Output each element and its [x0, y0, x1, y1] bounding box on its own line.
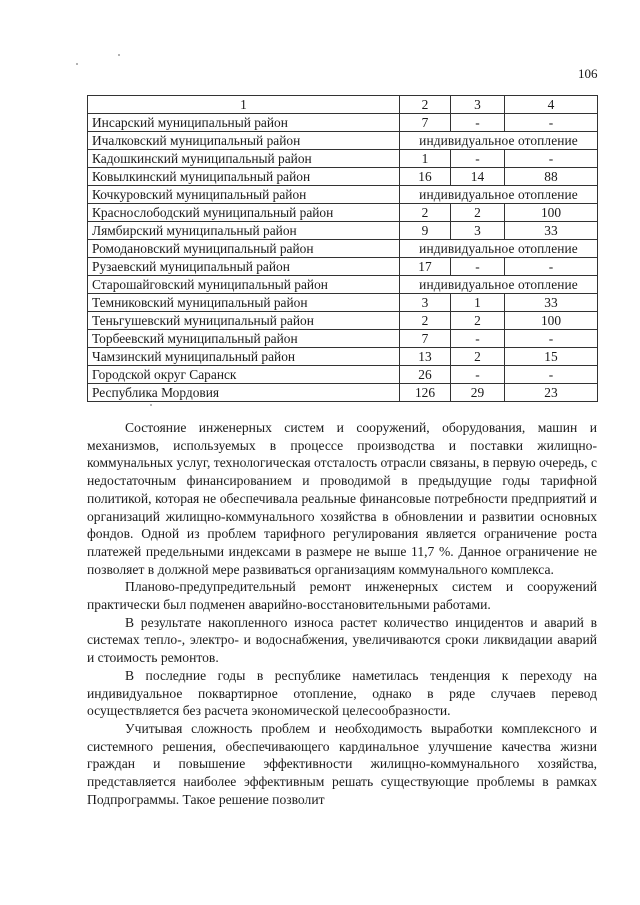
merged-cell: индивидуальное отопление: [400, 240, 598, 258]
merged-cell: индивидуальное отопление: [400, 276, 598, 294]
table-row: [88, 384, 598, 402]
paragraph: В последние годы в республике наметилась тенденция к переходу на индивидуальное поквартирное отопление, однако в ряде случаев перевод осуществляется без расчета экономической целесообразности.: [87, 667, 597, 719]
district-name-cell: Кадошкинский муниципальный район: [88, 150, 400, 168]
table-row: [88, 204, 598, 222]
page-number: 106: [578, 66, 598, 81]
column-header: 3: [451, 96, 505, 114]
paragraph: В результате накопленного износа растет количество инцидентов и аварий в системах тепло-, электро- и водоснабжения, увеличиваются сроки ликвидации аварий и стоимость ремонтов.: [87, 614, 597, 666]
value-cell: 7: [400, 330, 451, 348]
table-row: [88, 312, 598, 330]
value-cell: 29: [451, 384, 505, 402]
value-cell: 33: [505, 222, 598, 240]
district-name-cell: Инсарский муниципальный район: [88, 114, 400, 132]
district-name-cell: Торбеевский муниципальный район: [88, 330, 400, 348]
value-cell: -: [451, 330, 505, 348]
table-row: [88, 348, 598, 366]
value-cell: -: [505, 150, 598, 168]
value-cell: 2: [451, 204, 505, 222]
value-cell: -: [505, 114, 598, 132]
district-name-cell: Лямбирский муниципальный район: [88, 222, 400, 240]
table-row: [88, 222, 598, 240]
value-cell: 100: [505, 204, 598, 222]
value-cell: 1: [400, 150, 451, 168]
table-row: [88, 276, 598, 294]
column-header: 2: [400, 96, 451, 114]
district-name-cell: Республика Мордовия: [88, 384, 400, 402]
value-cell: -: [451, 150, 505, 168]
district-name-cell: Городской округ Саранск: [88, 366, 400, 384]
district-name-cell: Краснослободский муниципальный район: [88, 204, 400, 222]
scan-speck: [150, 404, 152, 406]
value-cell: 126: [400, 384, 451, 402]
district-name-cell: Темниковский муниципальный район: [88, 294, 400, 312]
merged-cell: индивидуальное отопление: [400, 186, 598, 204]
district-name-cell: Кочкуровский муниципальный район: [88, 186, 400, 204]
district-name-cell: Теньгушевский муниципальный район: [88, 312, 400, 330]
table-row: [88, 186, 598, 204]
district-name-cell: Рузаевский муниципальный район: [88, 258, 400, 276]
value-cell: -: [505, 258, 598, 276]
value-cell: 13: [400, 348, 451, 366]
value-cell: 2: [451, 312, 505, 330]
value-cell: -: [505, 330, 598, 348]
district-name-cell: Ковылкинский муниципальный район: [88, 168, 400, 186]
value-cell: 3: [451, 222, 505, 240]
column-header: 4: [505, 96, 598, 114]
value-cell: 1: [451, 294, 505, 312]
paragraph: Учитывая сложность проблем и необходимость выработки комплексного и системного решения, обеспечивающего кардинальное улучшение качества жизни граждан и повышение эффективности жилищно-коммунального хозяйства, представляется наиболее эффективным решать существующие проблемы в рамках Подпрограммы. Такое решение позволит: [87, 720, 597, 807]
district-name-cell: Чамзинский муниципальный район: [88, 348, 400, 366]
value-cell: 9: [400, 222, 451, 240]
value-cell: 2: [451, 348, 505, 366]
value-cell: 15: [505, 348, 598, 366]
table-row: [88, 258, 598, 276]
value-cell: 17: [400, 258, 451, 276]
value-cell: -: [451, 366, 505, 384]
value-cell: 100: [505, 312, 598, 330]
paragraph: Планово-предупредительный ремонт инженерных систем и сооружений практически был подменен аварийно-восстановительными работами.: [87, 579, 597, 613]
data-table: [87, 95, 598, 402]
table-row: [88, 168, 598, 186]
value-cell: 2: [400, 204, 451, 222]
value-cell: 23: [505, 384, 598, 402]
body-text: [87, 419, 597, 808]
value-cell: 16: [400, 168, 451, 186]
value-cell: 7: [400, 114, 451, 132]
value-cell: -: [451, 114, 505, 132]
value-cell: 88: [505, 168, 598, 186]
district-name-cell: Ромодановский муниципальный район: [88, 240, 400, 258]
scan-speck: [118, 54, 120, 56]
paragraph: Состояние инженерных систем и сооружений, оборудования, машин и механизмов, используемых в процессе производства и поставки жилищно-коммунальных услуг, технологическая отсталость отрасли связаны, в первую очередь, с недостаточным финансированием и проводимой в предыдущие годы тарифной политикой, которая не обеспечивала реальные финансовые потребности предприятий и организаций жилищно-коммунального хозяйства в обновлении и развитии основных фондов. Одной из проблем тарифного регулирования является ограничение роста платежей предельными индексами в размере не выше 11,7 %. Данное ограничение не позволяет в должной мере развиваться организациям коммунального комплекса.: [87, 420, 597, 577]
value-cell: 3: [400, 294, 451, 312]
value-cell: 14: [451, 168, 505, 186]
value-cell: -: [505, 366, 598, 384]
value-cell: -: [451, 258, 505, 276]
table-row: [88, 132, 598, 150]
table-row: [88, 366, 598, 384]
table-row: [88, 330, 598, 348]
value-cell: 26: [400, 366, 451, 384]
value-cell: 33: [505, 294, 598, 312]
table-header-row: [88, 96, 598, 114]
merged-cell: индивидуальное отопление: [400, 132, 598, 150]
district-name-cell: Старошайговский муниципальный район: [88, 276, 400, 294]
column-header: 1: [88, 96, 400, 114]
table-row: [88, 294, 598, 312]
table-row: [88, 114, 598, 132]
scan-speck: [76, 63, 78, 65]
table-row: [88, 240, 598, 258]
district-name-cell: Ичалковский муниципальный район: [88, 132, 400, 150]
table-row: [88, 150, 598, 168]
value-cell: 2: [400, 312, 451, 330]
